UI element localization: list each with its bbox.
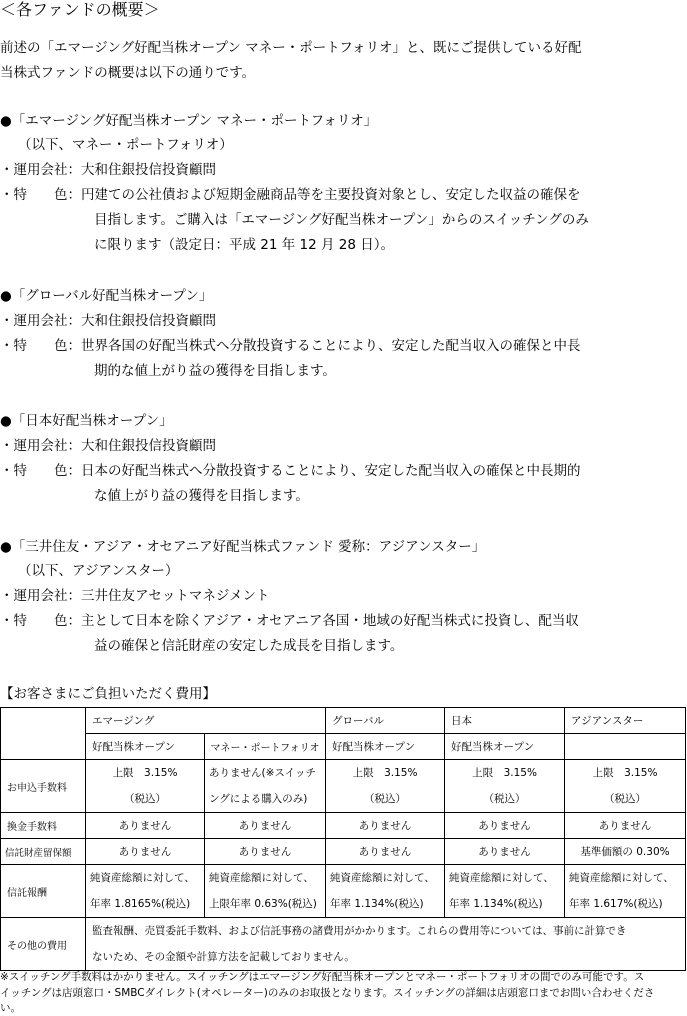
fund-company-money-portfolio: ・運用会社：大和住銀投信投資顧問 (0, 162, 216, 178)
table-header-row-1 (1, 708, 686, 734)
header-emerging: エマージング (86, 708, 326, 734)
fee-table (0, 707, 686, 971)
intro-line-2: 当株式ファンドの概要は以下の通りです。 (0, 65, 256, 81)
header-japan-sub: 好配当株オープン (445, 734, 565, 760)
cell-text: 上限 3.15% (112, 767, 178, 779)
fund-feature-asianstar-1: ・特 色：主として日本を除くアジア・オセアニア各国・地域の好配当株式に投資し、配当収 (0, 613, 579, 629)
header-money-portfolio: マネー・ポートフォリオ (205, 734, 326, 760)
cell-purchase-money (205, 760, 326, 813)
table-row-other-fees (1, 918, 686, 971)
fund-feature-money-portfolio-3: に限ります（設定日：平成 21 年 12 月 28 日）。 (94, 237, 395, 253)
header-global: グローバル (326, 708, 445, 734)
row-label-purchase-fee: お申込手数料 (1, 760, 86, 813)
fund-feature-japan-1: ・特 色：日本の好配当株式へ分散投資することにより、安定した配当収入の確保と中長期的 (0, 463, 581, 479)
cell-purchase-asianstar (565, 760, 686, 813)
fund-company-japan: ・運用会社：大和住銀投信投資顧問 (0, 438, 216, 454)
cell-text: 監査報酬、売買委託手数料、および信託事務の諸費用がかかります。これらの費用等については、事前に計算でき (92, 925, 627, 937)
cell-text: 年率 1.134%(税込) (449, 898, 543, 910)
cell-text: 純資産総額に対して、 (90, 872, 195, 884)
cell-trust-japan (445, 865, 565, 918)
cell-text: ングによる購入のみ) (209, 793, 308, 805)
footnote-line-2: イッチングは店頭窓口・SMBCダイレクト(オペレーター)のみのお取扱となります。スイッチングの詳細は店頭窓口までお問い合わせくださ (0, 987, 655, 999)
cell-text: 上限 3.15% (592, 767, 658, 779)
cell-redemption-japan: ありません (445, 813, 565, 839)
row-label-redemption-fee: 換金手数料 (1, 813, 86, 839)
table-header-row-2 (1, 734, 686, 760)
fund-feature-money-portfolio-2: 目指します。ご購入は「エマージング好配当株オープン」からのスイッチングのみ (94, 212, 589, 228)
cell-trust-emerging (86, 865, 205, 918)
header-global-sub: 好配当株オープン (326, 734, 445, 760)
cell-purchase-global (326, 760, 445, 813)
header-japan: 日本 (445, 708, 565, 734)
cell-trust-asianstar (565, 865, 686, 918)
cell-purchase-japan (445, 760, 565, 813)
row-label-other-fees: その他の費用 (1, 918, 86, 971)
cell-text: 純資産総額に対して、 (569, 872, 674, 884)
cell-reserve-money: ありません (205, 839, 326, 865)
footnote-line-3: い。 (0, 1002, 21, 1014)
page-title: ＜各ファンドの概要＞ (0, 0, 160, 19)
fund-feature-asianstar-2: 益の確保と信託財産の安定した成長を目指します。 (94, 638, 404, 654)
fund-feature-global-2: 期的な値上がり益の獲得を目指します。 (94, 363, 336, 379)
cell-redemption-money: ありません (205, 813, 326, 839)
header-asianstar-sub (565, 734, 686, 760)
fund-company-asianstar: ・運用会社：三井住友アセットマネジメント (0, 588, 270, 604)
fund-feature-japan-2: な値上がり益の獲得を目指します。 (94, 488, 309, 504)
fund-name-money-portfolio: ●「エマージング好配当株オープン マネー・ポートフォリオ」 (0, 113, 378, 129)
table-row-trust-fee (1, 865, 686, 918)
table-row-reserve (1, 839, 686, 865)
fund-feature-global-1: ・特 色：世界各国の好配当株式へ分散投資することにより、安定した配当収入の確保と中長 (0, 338, 581, 354)
fee-table-heading: 【お客さまにご負担いただく費用】 (0, 686, 216, 702)
table-row-redemption-fee (1, 813, 686, 839)
fund-company-global: ・運用会社：大和住銀投信投資顧問 (0, 313, 216, 329)
footnote-line-1: ※スイッチング手数料はかかりません。スイッチングはエマージング好配当株オープンとマネー・ポートフォリオの間でのみ可能です。ス (0, 971, 645, 983)
fund-alias-money-portfolio: （以下、マネー・ポートフォリオ） (18, 137, 233, 153)
cell-purchase-emerging (86, 760, 205, 813)
cell-text: 上限年率 0.63%(税込) (209, 898, 317, 910)
cell-text: ありません(※スイッチ (209, 767, 316, 779)
cell-reserve-asianstar: 基準価額の 0.30% (565, 839, 686, 865)
row-label-trust-fee: 信託報酬 (1, 865, 86, 918)
header-asianstar: アジアンスター (565, 708, 686, 734)
cell-text: 年率 1.134%(税込) (330, 898, 424, 910)
table-row-purchase-fee (1, 760, 686, 813)
cell-other-fees (86, 918, 686, 971)
cell-text: （税込） (124, 793, 166, 805)
cell-reserve-emerging: ありません (86, 839, 205, 865)
cell-reserve-global: ありません (326, 839, 445, 865)
cell-text: 上限 3.15% (352, 767, 418, 779)
cell-text: （税込） (364, 793, 407, 805)
cell-redemption-asianstar: ありません (565, 813, 686, 839)
cell-text: （税込） (604, 793, 647, 805)
fund-name-global: ●「グローバル好配当株オープン」 (0, 288, 213, 304)
fund-alias-asianstar: （以下、アジアンスター） (18, 563, 179, 579)
intro-line-1: 前述の「エマージング好配当株オープン マネー・ポートフォリオ」と、既にご提供している好配 (0, 40, 582, 56)
cell-text: 純資産総額に対して、 (209, 872, 314, 884)
fund-feature-money-portfolio-1: ・特 色：円建ての公社債および短期金融商品等を主要投資対象とし、安定した収益の確保を (0, 187, 581, 203)
header-emerging-sub: 好配当株オープン (86, 734, 205, 760)
cell-text: （税込） (483, 793, 526, 805)
cell-trust-global (326, 865, 445, 918)
cell-text: 年率 1.617%(税込) (569, 898, 663, 910)
cell-text: 年率 1.8165%(税込) (90, 898, 191, 910)
cell-redemption-global: ありません (326, 813, 445, 839)
header-empty-cell (1, 708, 86, 760)
fund-name-asianstar: ●「三井住友・アジア・オセアニア好配当株式ファンド 愛称：アジアンスター」 (0, 539, 486, 555)
fund-name-japan: ●「日本好配当株オープン」 (0, 413, 173, 429)
cell-text: 上限 3.15% (472, 767, 537, 779)
cell-text: 純資産総額に対して、 (330, 872, 435, 884)
row-label-reserve: 信託財産留保額 (1, 839, 86, 865)
cell-reserve-japan: ありません (445, 839, 565, 865)
cell-text: ないため、その金額や計算方法を記載しておりません。 (92, 951, 355, 963)
cell-text: 純資産総額に対して、 (449, 872, 554, 884)
cell-trust-money (205, 865, 326, 918)
cell-redemption-emerging: ありません (86, 813, 205, 839)
